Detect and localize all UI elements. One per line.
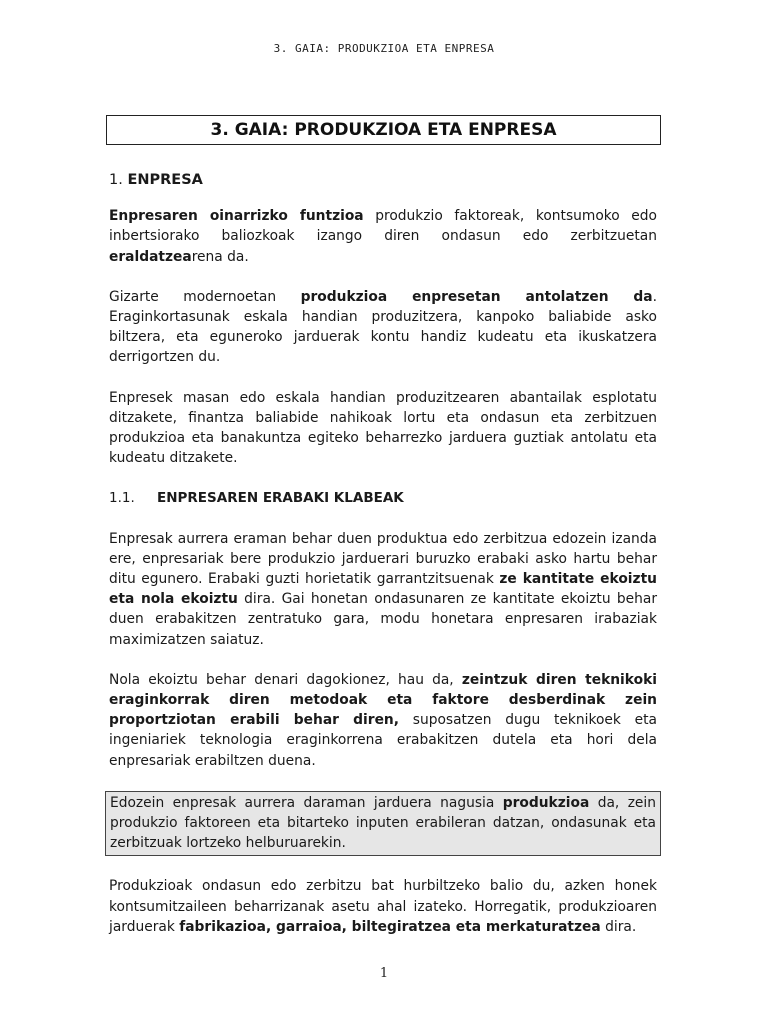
- text-run: Nola ekoiztu behar denari dagokionez, hau da,: [109, 671, 462, 688]
- bold-text: produkzioa: [502, 794, 590, 811]
- bold-text: eraldatzea: [109, 248, 192, 265]
- bold-text: zeintzuk diren teknikoki eraginkorrak diren metodoak eta faktore desberdinak zein proportziotan erabili behar diren,: [109, 671, 657, 729]
- text-run: Enpresek masan edo eskala handian produzitzearen abantailak esplotatu ditzakete, finantza baliabide nahikoak lortu eta ondasun eta zerbitzuen produkzioa eta banakuntza egiteko beharrezko jarduera guztiak antolatu eta kudeatu ditzakete.: [109, 389, 657, 467]
- highlight-box: [105, 791, 661, 857]
- text-run: . Eraginkortasunak eskala handian produzitzera, kanpoko baliabide asko biltzera, eta eguneroko jarduerak kontu handiz kudeatu eta ikuskatzera derrigortzen du.: [109, 288, 657, 366]
- paragraph-4: [109, 529, 657, 650]
- text-run: suposatzen dugu teknikoek eta ingeniariek teknologia eraginkorrena erabakitzen dutela eta hori dela enpresariak erabiltzen duena.: [109, 712, 657, 769]
- section-title: ENPRESA: [127, 172, 203, 188]
- bold-text: fabrikazioa, garraioa, biltegiratzea eta merkaturatzea: [179, 918, 601, 935]
- paragraph-1: [109, 206, 657, 267]
- bold-text: ze kantitate ekoiztu eta nola ekoiztu: [109, 571, 657, 608]
- text-run: Gizarte modernoetan: [109, 288, 301, 305]
- bold-text: produkzioa enpresetan antolatzen da: [300, 288, 653, 305]
- paragraph-7: [109, 876, 657, 937]
- paragraph-2: [109, 287, 657, 368]
- text-run: dira.: [600, 918, 637, 935]
- bold-text: Enpresaren oinarrizko funtzioa: [109, 208, 364, 225]
- text-run: Edozein enpresak aurrera daraman jarduera nagusia: [110, 794, 503, 811]
- paragraph-3: [109, 388, 657, 469]
- page-title: 3. GAIA: PRODUKZIOA ETA ENPRESA: [106, 115, 661, 145]
- paragraph-5: [109, 670, 657, 771]
- text-run: da, zein produkzio faktoreen eta bitarteko inputen erabileran datzan, ondasunak eta zerbitzuak lortzeko helburuarekin.: [110, 794, 656, 852]
- page-number: 1: [379, 966, 389, 981]
- text-run: produkzio faktoreak, kontsumoko edo inbertsiorako baliozkoak izango diren ondasun edo zerbitzuetan: [109, 208, 657, 245]
- text-run: Produkzioak ondasun edo zerbitzu bat hurbiltzeko balio du, azken honek kontsumitzaileen beharrizanak asetu ahal izateko. Horregatik, produkzioaren jarduerak: [109, 878, 657, 935]
- running-header: 3. GAIA: PRODUKZIOA ETA ENPRESA: [273, 42, 495, 55]
- section-number: 1.: [109, 172, 123, 188]
- text-run: Enpresak aurrera eraman behar duen produktua edo zerbitzua edozein izanda ere, enpresariak bere produkzio jarduerari buruzko erabaki asko hartu behar ditu egunero. Erabaki guzti horietatik garrantzitsuenak: [109, 530, 657, 588]
- text-run: rena da.: [191, 248, 249, 265]
- subsection-heading-1-1: [109, 488, 657, 508]
- section-heading-1: [109, 170, 657, 190]
- subsection-number: 1.1.: [109, 490, 135, 507]
- text-run: dira. Gai honetan ondasunaren ze kantitate ekoiztu behar duen erabakitzen zentratuko gara, modu honetara enpresaren irabaziak maximizatzen saiatuz.: [109, 591, 658, 648]
- document-body: [109, 170, 657, 957]
- subsection-title: ENPRESAREN ERABAKI KLABEAK: [157, 490, 404, 507]
